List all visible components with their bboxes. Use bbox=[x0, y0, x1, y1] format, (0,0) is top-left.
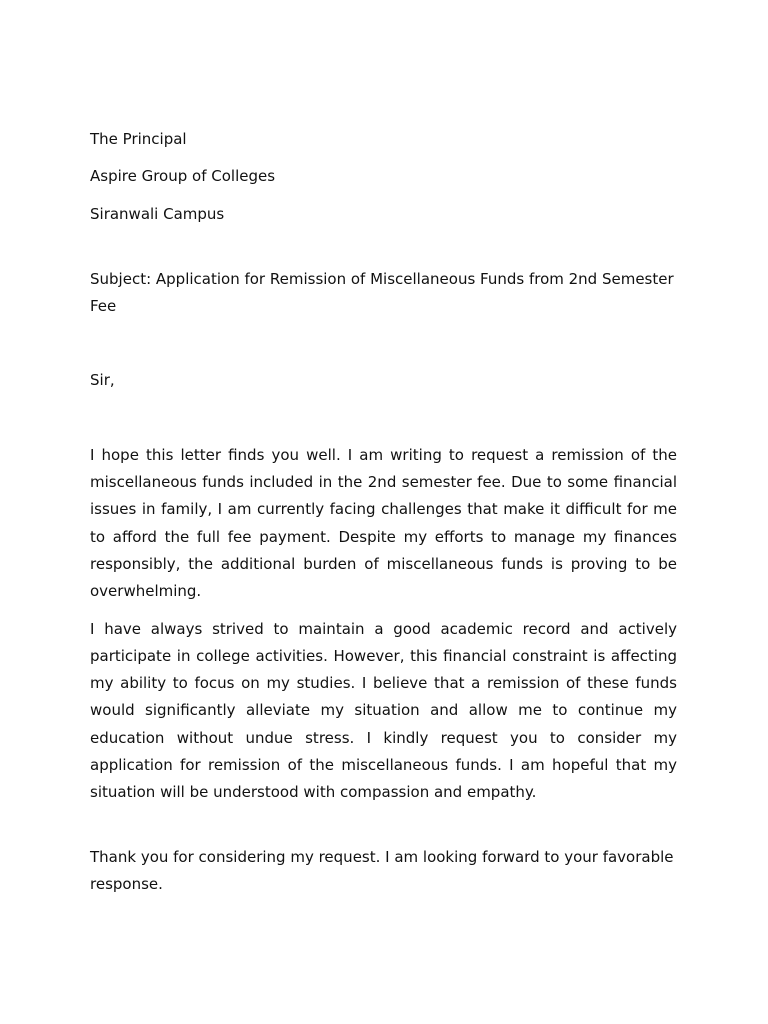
subject-line: Subject: Application for Remission of Miscellaneous Funds from 2nd Semester Fee bbox=[90, 269, 674, 316]
letter-body bbox=[90, 126, 677, 898]
recipient-address bbox=[90, 126, 677, 228]
recipient-institution: Aspire Group of Colleges bbox=[90, 167, 276, 186]
recipient-title: The Principal bbox=[90, 130, 187, 148]
salutation: Sir, bbox=[90, 371, 115, 390]
body-paragraph-2: I have always strived to maintain a good academic record and actively participate in college activities. However, this financial constraint is affecting my ability to focus on my studies. I believe that a remission of these funds would significantly alleviate my situation and allow me to continue my education without undue stress. I kindly request you to consider my application for remission of the miscellaneous funds. I am hopeful that my situation will be understood with compassion and empathy. bbox=[90, 619, 677, 802]
closing-paragraph: Thank you for considering my request. I am looking forward to your favorable response. bbox=[90, 847, 674, 893]
recipient-campus: Siranwali Campus bbox=[90, 204, 225, 223]
body-paragraph-1: I hope this letter finds you well. I am writing to request a remission of the miscellaneous funds included in the 2nd semester fee. Due to some financial issues in family, I am currently facing challenges that make it difficult for me to afford the full fee payment. Despite my efforts to manage my finances responsibly, the additional burden of miscellaneous funds is proving to be overwhelming. bbox=[90, 445, 677, 601]
